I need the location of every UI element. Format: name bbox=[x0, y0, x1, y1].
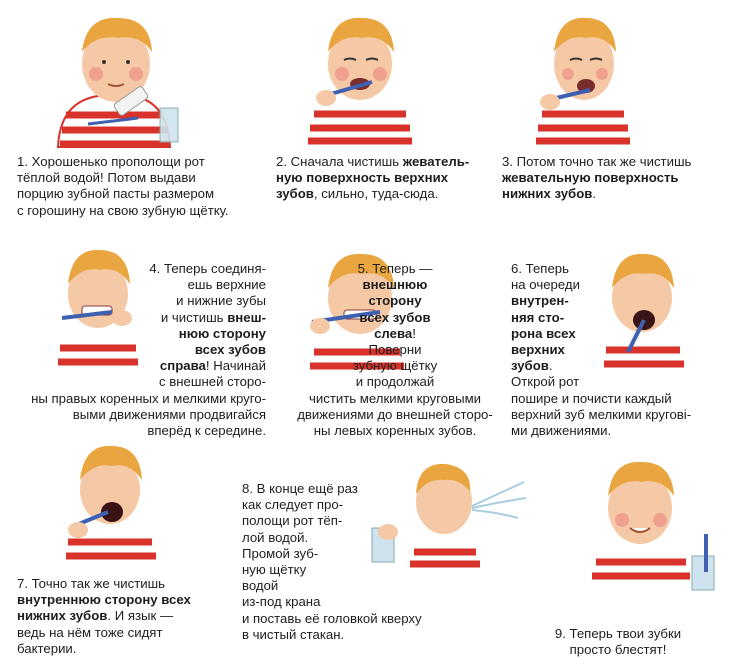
text-run: 5. Теперь — bbox=[357, 261, 433, 276]
step-line bbox=[17, 154, 229, 170]
step-7-text bbox=[17, 576, 191, 657]
text-run: верхний зуб мелкими кругові- bbox=[511, 406, 692, 422]
text-run: чистить мелкими круговыми bbox=[308, 390, 482, 406]
text-run: с внешней сторо- bbox=[159, 374, 266, 390]
text-run: 9. Теперь твои зубки bbox=[554, 626, 682, 641]
text-run: . bbox=[592, 186, 597, 202]
step-line bbox=[511, 423, 691, 439]
text-run: тёплой водой! Потом выдави bbox=[17, 170, 196, 186]
text-run: , сильно, туда-сюда. bbox=[313, 186, 439, 202]
bold-run: всех зубов bbox=[194, 342, 266, 358]
step-line bbox=[17, 625, 191, 641]
step-line bbox=[31, 326, 266, 342]
step-line bbox=[290, 391, 500, 407]
text-run: . bbox=[548, 358, 553, 374]
bold-run: нижних зубов bbox=[502, 186, 593, 202]
step-line bbox=[242, 497, 422, 513]
bold-run: справа bbox=[159, 358, 206, 374]
step-line bbox=[511, 293, 691, 309]
step-line bbox=[502, 170, 691, 186]
text-run: ведь на нём тоже сидят bbox=[17, 624, 163, 640]
text-run: 6. Теперь bbox=[511, 261, 569, 276]
step-line bbox=[511, 391, 691, 407]
bold-run: сторону bbox=[368, 293, 422, 309]
step-line bbox=[290, 277, 500, 293]
step-line bbox=[520, 626, 716, 642]
step-6-text bbox=[511, 261, 691, 439]
step-line bbox=[31, 374, 266, 390]
text-run: как следует про- bbox=[242, 497, 344, 513]
bold-run: жевательную поверхность bbox=[502, 170, 679, 186]
bold-run: няя сто- bbox=[511, 309, 565, 325]
step-3-text bbox=[502, 154, 691, 203]
text-run: водой bbox=[242, 578, 279, 594]
step-line bbox=[31, 342, 266, 358]
boy-brushing-inner-bottom-illustration bbox=[60, 440, 160, 565]
text-run: ми движениями. bbox=[511, 423, 612, 439]
step-line bbox=[242, 611, 422, 627]
text-run: полощи рот тёп- bbox=[242, 513, 343, 529]
bold-run: всех зубов bbox=[359, 309, 431, 325]
step-5-text bbox=[290, 261, 500, 439]
bold-run: зубов bbox=[511, 358, 549, 374]
step-line bbox=[290, 261, 500, 277]
text-run: с горошину на свою зубную щётку. bbox=[17, 202, 229, 218]
step-line bbox=[242, 513, 422, 529]
text-run: порцию зубной пасты размером bbox=[17, 186, 215, 202]
step-line bbox=[242, 562, 422, 578]
step-4-text bbox=[31, 261, 266, 439]
text-run: Поверни bbox=[368, 342, 422, 358]
step-line bbox=[242, 594, 422, 610]
bold-run: верхних bbox=[511, 342, 565, 358]
boy-brushing-chewing-top-illustration bbox=[300, 12, 420, 142]
step-line bbox=[31, 391, 266, 407]
step-line bbox=[511, 407, 691, 423]
step-8-text bbox=[242, 481, 422, 643]
step-line bbox=[290, 293, 500, 309]
step-line bbox=[242, 578, 422, 594]
bold-run: внутреннюю сторону всех bbox=[17, 592, 191, 608]
text-run: 3. Потом точно так же чистишь bbox=[502, 154, 692, 169]
step-line bbox=[290, 374, 500, 390]
step-line bbox=[17, 608, 191, 624]
step-line bbox=[17, 203, 229, 219]
text-run: бактерии. bbox=[17, 640, 77, 656]
step-line bbox=[31, 261, 266, 277]
step-1-text bbox=[17, 154, 229, 219]
text-run: 2. Сначала чистишь bbox=[276, 154, 403, 169]
text-run: 1. Хорошенько прополощи рот bbox=[17, 154, 205, 169]
step-line bbox=[17, 641, 191, 657]
text-run: Открой рот bbox=[511, 374, 580, 390]
step-line bbox=[290, 310, 500, 326]
text-run: вперёд к середине. bbox=[147, 423, 266, 439]
step-line bbox=[17, 186, 229, 202]
step-line bbox=[511, 374, 691, 390]
step-line bbox=[242, 481, 422, 497]
step-line bbox=[290, 407, 500, 423]
text-run: ! bbox=[412, 325, 416, 341]
step-line bbox=[511, 261, 691, 277]
bold-run: внутрен- bbox=[511, 293, 569, 309]
step-line bbox=[290, 358, 500, 374]
text-run: выми движениями продвигайся bbox=[72, 406, 266, 422]
bold-run: внеш- bbox=[227, 309, 266, 325]
boy-smiling-with-glass-illustration bbox=[582, 456, 722, 591]
bold-run: нижних зубов bbox=[17, 608, 108, 624]
text-run: и продолжай bbox=[355, 374, 435, 390]
step-line bbox=[511, 310, 691, 326]
bold-run: рона всех bbox=[511, 325, 576, 341]
step-line bbox=[31, 407, 266, 423]
text-run: ную щётку bbox=[242, 562, 307, 578]
step-line bbox=[17, 170, 229, 186]
text-run: и чистишь bbox=[160, 309, 228, 325]
step-line bbox=[290, 326, 500, 342]
step-line bbox=[511, 277, 691, 293]
text-run: в чистый стакан. bbox=[242, 626, 345, 642]
step-9-text bbox=[520, 626, 716, 658]
text-run: Промой зуб- bbox=[242, 545, 319, 561]
text-run: 4. Теперь соединя- bbox=[149, 261, 266, 276]
step-line bbox=[242, 530, 422, 546]
step-line bbox=[276, 154, 469, 170]
text-run: зубную щётку bbox=[352, 358, 438, 374]
step-line bbox=[520, 642, 716, 658]
text-run: лой водой. bbox=[242, 529, 309, 545]
bold-run: зубов bbox=[276, 186, 314, 202]
step-line bbox=[31, 277, 266, 293]
text-run: и поставь её головкой кверху bbox=[242, 610, 422, 626]
text-run: ны левых коренных зубов. bbox=[313, 423, 477, 439]
step-line bbox=[511, 326, 691, 342]
step-line bbox=[502, 154, 691, 170]
step-line bbox=[502, 186, 691, 202]
text-run: из-под крана bbox=[242, 594, 321, 610]
step-line bbox=[511, 342, 691, 358]
text-run: 8. В конце ещё раз bbox=[242, 481, 358, 496]
step-line bbox=[242, 627, 422, 643]
step-line bbox=[31, 358, 266, 374]
bold-run: ную поверхность верхних bbox=[276, 170, 449, 186]
step-line bbox=[31, 293, 266, 309]
step-line bbox=[17, 592, 191, 608]
step-line bbox=[276, 186, 469, 202]
step-2-text bbox=[276, 154, 469, 203]
boy-toothpaste-illustration bbox=[48, 12, 188, 147]
step-line bbox=[511, 358, 691, 374]
boy-brushing-chewing-bottom-illustration bbox=[528, 12, 638, 142]
bold-run: жеватель- bbox=[402, 154, 470, 169]
text-run: движениями до внешней сторо- bbox=[297, 406, 493, 422]
step-line bbox=[290, 423, 500, 439]
text-run: и нижние зубы bbox=[176, 293, 266, 309]
text-run: ны правых коренных и мелкими круго- bbox=[31, 390, 266, 406]
text-run: 7. Точно так же чистишь bbox=[17, 576, 166, 591]
step-line bbox=[31, 423, 266, 439]
step-line bbox=[31, 310, 266, 326]
text-run: пошире и почисти каждый bbox=[511, 390, 672, 406]
text-run: просто блестят! bbox=[569, 642, 667, 658]
text-run: ! Начинай bbox=[205, 358, 266, 374]
step-line bbox=[276, 170, 469, 186]
step-line bbox=[242, 546, 422, 562]
text-run: ешь верхние bbox=[187, 277, 266, 293]
bold-run: слева bbox=[374, 325, 413, 341]
step-line bbox=[290, 342, 500, 358]
bold-run: внешнюю bbox=[362, 277, 428, 293]
text-run: . И язык — bbox=[107, 608, 174, 624]
step-line bbox=[17, 576, 191, 592]
text-run: на очереди bbox=[511, 277, 580, 293]
bold-run: нюю сторону bbox=[178, 325, 266, 341]
